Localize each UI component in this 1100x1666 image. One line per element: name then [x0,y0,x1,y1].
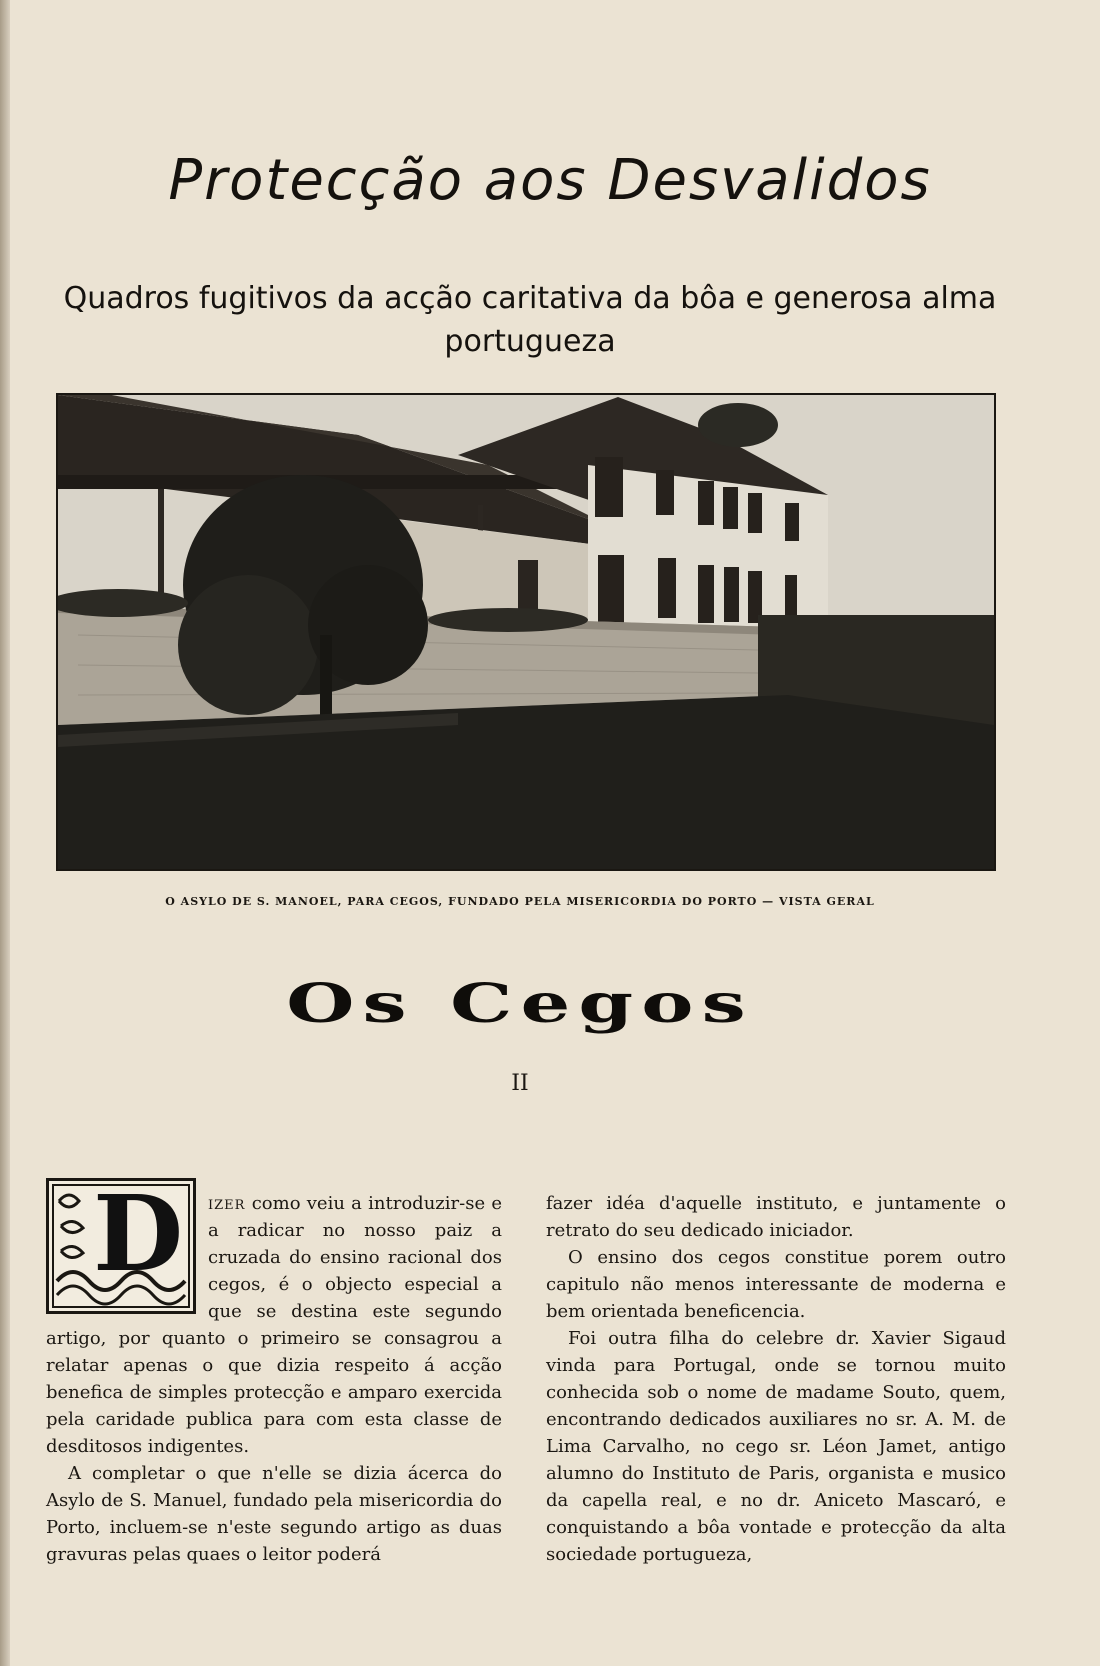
dropcap-letter: D [93,1172,184,1295]
right-column [546,1190,1006,1568]
right-paragraph-3: Foi outra filha do celebre dr. Xavier Sigaud vinda para Portugal, onde se tornou muito conhecida sob o nome de madame Souto, quem, encontrando dedicados auxiliares no sr. A. M. de Lima Carvalho, no cego sr. Léon Jamet, antigo alumno do Instituto de Paris, organista e musico da capella real, e no dr. Aniceto Mascaró, e conquistando a bôa vontade e protecção da alta sociedade portugueza, [546,1328,1006,1565]
right-paragraph-1: fazer idéa d'aquelle instituto, e juntamente o retrato do seu dedicado iniciador. [546,1193,1006,1241]
left-paragraph-1-text: como veiu a introduzir-se e a radicar no nosso paiz a cruzada do ensino racional dos cegos, é o objecto especial a que se destina este segundo artigo, por quanto o primeiro se consagrou a relatar apenas o que dizia respeito á acção benefica de simples protecção e amparo exercida pela caridade publica para com esta classe de desditosos indigentes. [46,1193,502,1457]
right-paragraph-2: O ensino dos cegos constitue porem outro capitulo não menos interessante de moderna e bem orientada beneficencia. [546,1247,1006,1322]
page-title: Protecção aos Desvalidos [168,148,932,213]
asylum-building-illustration [58,395,994,869]
left-paragraph-2: A completar o que n'elle se dizia ácerca do Asylo de S. Manuel, fundado pela misericordia do Porto, incluem-se n'este segundo artigo as duas gravuras pelas quaes o leitor poderá [46,1463,502,1565]
illuminated-dropcap [46,1172,196,1314]
left-column [46,1172,502,1568]
photo-caption: O ASYLO DE S. MANOEL, PARA CEGOS, FUNDADO PELA MISERICORDIA DO PORTO — VISTA GERAL [165,895,875,908]
first-word: izer [208,1193,246,1214]
page-binding-edge [0,0,10,1666]
section-title: Os Cegos [286,972,754,1035]
building-photo [56,393,996,871]
page-subtitle: Quadros fugitivos da acção caritativa da bôa e generosa alma portugueza [63,281,997,359]
section-number: II [511,1071,529,1096]
